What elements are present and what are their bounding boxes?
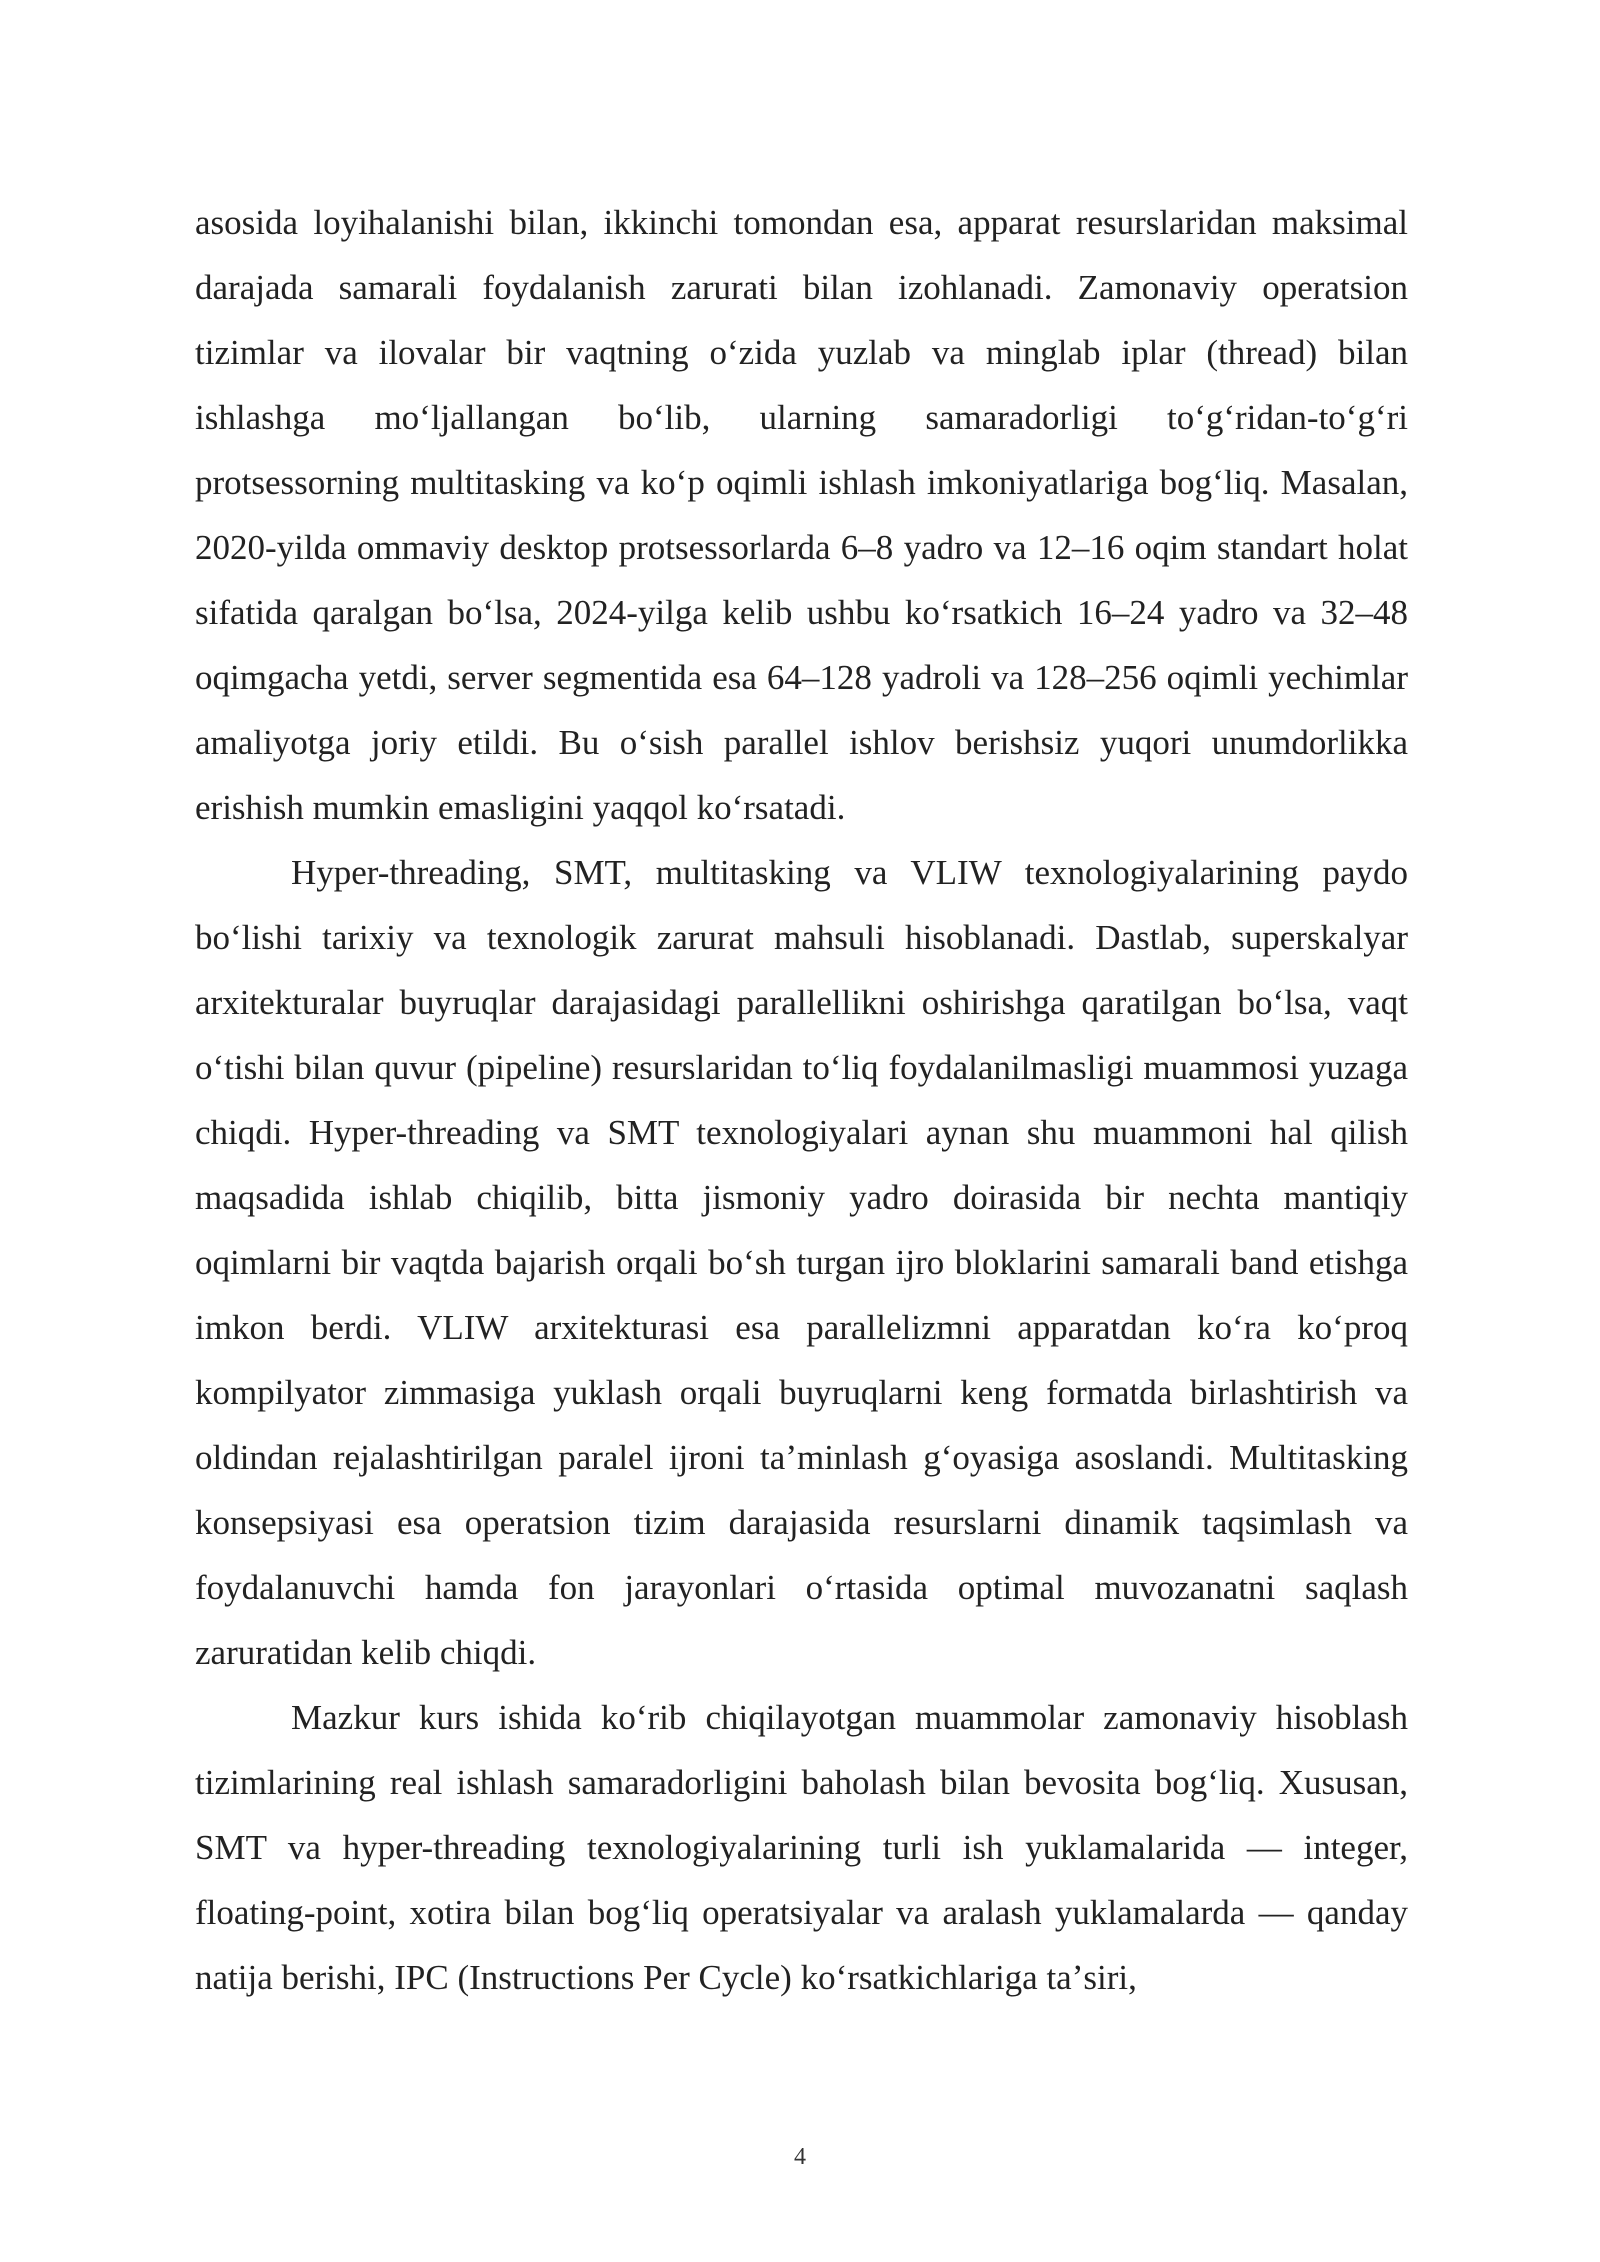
paragraph-continuation: asosida loyihalanishi bilan, ikkinchi tomondan esa, apparat resurslaridan maksimal darajada samarali foydalanish zarurati bilan izohlanadi. Zamonaviy operatsion tizimlar va ilovalar bir vaqtning oʻzida yuzlab va minglab iplar (thread) bilan ishlashga moʻljallangan boʻlib, ularning samaradorligi toʻgʻridan-toʻgʻri protsessorning multitasking va koʻp oqimli ishlash imkoniyatlariga bogʻliq. Masalan, 2020-yilda ommaviy desktop protsessorlarda 6–8 yadro va 12–16 oqim standart holat sifatida qaralgan boʻlsa, 2024-yilga kelib ushbu koʻrsatkich 16–24 yadro va 32–48 oqimgacha yetdi, server segmentida esa 64–128 yadroli va 128–256 oqimli yechimlar amaliyotga joriy etildi. Bu oʻsish parallel ishlov berishsiz yuqori unumdorlikka erishish mumkin emasligini yaqqol koʻrsatadi. (195, 203, 1408, 827)
paragraph-course-work-problems: Mazkur kurs ishida koʻrib chiqilayotgan muammolar zamonaviy hisoblash tizimlarining real ishlash samaradorligini baholash bilan bevosita bogʻliq. Xususan, SMT va hyper-threading texnologiyalarining turli ish yuklamalarida — integer, floating-point, xotira bilan bogʻliq operatsiyalar va aralash yuklamalarda — qanday natija berishi, IPC (Instructions Per Cycle) koʻrsatkichlariga taʼsiri, (195, 1698, 1408, 1997)
paragraph-technology-history: Hyper-threading, SMT, multitasking va VLIW texnologiyalarining paydo boʻlishi tarixiy va texnologik zarurat mahsuli hisoblanadi. Dastlab, superskalyar arxitekturalar buyruqlar darajasidagi parallellikni oshirishga qaratilgan boʻlsa, vaqt oʻtishi bilan quvur (pipeline) resurslaridan toʻliq foydalanilmasligi muammosi yuzaga chiqdi. Hyper-threading va SMT texnologiyalari aynan shu muammoni hal qilish maqsadida ishlab chiqilib, bitta jismoniy yadro doirasida bir nechta mantiqiy oqimlarni bir vaqtda bajarish orqali boʻsh turgan ijro bloklarini samarali band etishga imkon berdi. VLIW arxitekturasi esa parallelizmni apparatdan koʻra koʻproq kompilyator zimmasiga yuklash orqali buyruqlarni keng formatda birlashtirish va oldindan rejalashtirilgan paralel ijroni taʼminlash gʻoyasiga asoslandi. Multitasking konsepsiyasi esa operatsion tizim darajasida resurslarni dinamik taqsimlash va foydalanuvchi hamda fon jarayonlari oʻrtasida optimal muvozanatni saqlash zaruratidan kelib chiqdi. (195, 853, 1408, 1672)
body-text (195, 190, 1408, 2010)
page-number: 4 (794, 2144, 806, 2170)
